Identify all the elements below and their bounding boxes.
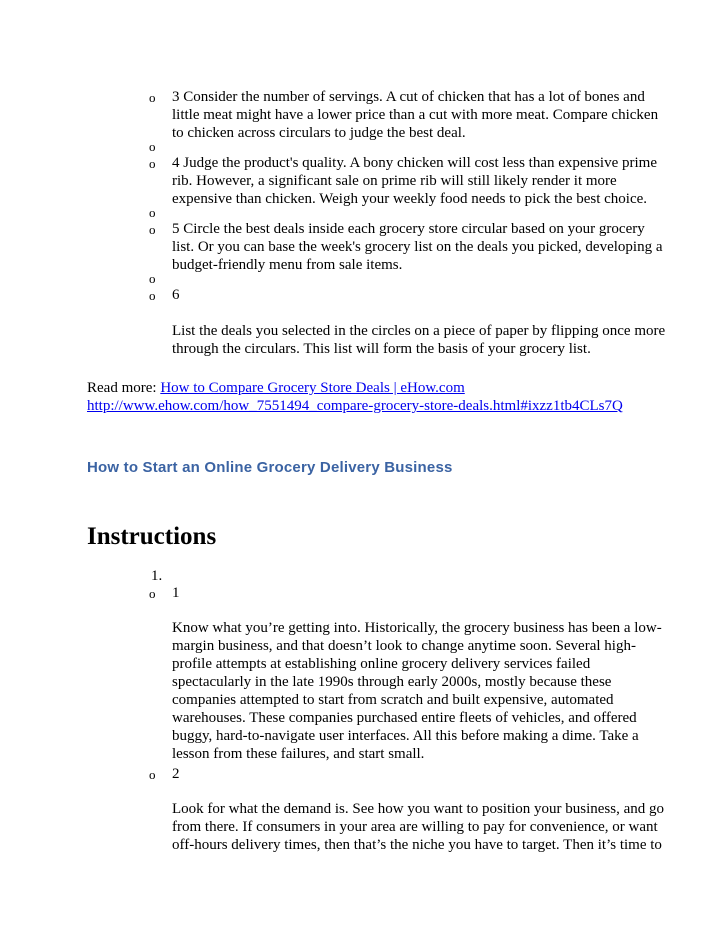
read-more-prefix: Read more: bbox=[87, 380, 161, 396]
text-line: rib. However, a significant sale on prime rib will still likely render it more bbox=[172, 173, 617, 189]
list-item-step-1 bbox=[172, 584, 662, 763]
article-url-link[interactable]: http://www.ehow.com/how_7551494_compare-grocery-store-deals.html#ixzz1tb4CLs7Q bbox=[87, 398, 623, 414]
list-bullet: o bbox=[149, 222, 156, 237]
list-bullet: o bbox=[149, 156, 156, 171]
text-line: Know what you’re getting into. Historically, the grocery business has been a low- bbox=[172, 620, 662, 636]
text-line: profile attempts at establishing online grocery delivery services failed bbox=[172, 656, 591, 672]
list-bullet: o bbox=[149, 767, 156, 782]
list-item-step-6 bbox=[172, 286, 666, 358]
list-bullet-empty: o bbox=[149, 139, 156, 154]
read-more bbox=[87, 379, 623, 415]
list-bullet-empty: o bbox=[149, 271, 156, 286]
ordered-list-number: 1. bbox=[151, 568, 163, 584]
text-line: companies attempted to start from scratch and built expensive, automated bbox=[172, 692, 614, 708]
text-line: warehouses. These companies purchased entire fleets of vehicles, and offered bbox=[172, 710, 637, 726]
text-line: to chicken across circulars to judge the best deal. bbox=[172, 125, 466, 141]
text-line: list. Or you can base the week's grocery list on the deals you picked, developing a bbox=[172, 239, 663, 255]
text-line: from there. If consumers in your area are willing to pay for convenience, or want bbox=[172, 819, 658, 835]
text-line: expensive than chicken. Weigh your weekly food needs to pick the best choice. bbox=[172, 191, 648, 207]
list-bullet: o bbox=[149, 288, 156, 303]
text-line: lesson from these failures, and start small. bbox=[172, 746, 425, 762]
step-number: 2 bbox=[172, 766, 180, 782]
instructions-heading: Instructions bbox=[87, 523, 217, 550]
text-line: margin business, and that doesn’t look to change anytime soon. Several high- bbox=[172, 638, 636, 654]
text-line: 4 Judge the product's quality. A bony chicken will cost less than expensive prime bbox=[172, 155, 657, 171]
list-item-step-3 bbox=[172, 88, 659, 142]
text-line: 5 Circle the best deals inside each grocery store circular based on your grocery bbox=[172, 221, 645, 237]
article-title: How to Start an Online Grocery Delivery Business bbox=[87, 459, 453, 476]
list-bullet: o bbox=[149, 90, 156, 105]
text-line: spectacularly in the late 1990s through early 2000s, mostly because these bbox=[172, 674, 612, 690]
text-line: through the circulars. This list will form the basis of your grocery list. bbox=[172, 341, 591, 357]
step-number: 1 bbox=[172, 585, 180, 601]
text-line: off-hours delivery times, then that’s the niche you have to target. Then it’s time to bbox=[172, 837, 662, 853]
text-line: Look for what the demand is. See how you want to position your business, and go bbox=[172, 801, 665, 817]
text-line: budget-friendly menu from sale items. bbox=[172, 257, 403, 273]
list-bullet-empty: o bbox=[149, 205, 156, 220]
list-item-step-2 bbox=[172, 765, 665, 854]
text-line: little meat might have a lower price than a cut with more meat. Compare chicken bbox=[172, 107, 659, 123]
step-number: 6 bbox=[172, 287, 180, 303]
article-link[interactable]: How to Compare Grocery Store Deals | eHow.com bbox=[160, 380, 465, 396]
list-bullet: o bbox=[149, 586, 156, 601]
text-line: 3 Consider the number of servings. A cut of chicken that has a lot of bones and bbox=[172, 89, 645, 105]
list-item-step-5 bbox=[172, 220, 663, 274]
list-item-step-4 bbox=[172, 154, 657, 208]
text-line: List the deals you selected in the circles on a piece of paper by flipping once more bbox=[172, 323, 666, 339]
text-line: buggy, hard-to-navigate user interfaces. All this before making a dime. Take a bbox=[172, 728, 639, 744]
